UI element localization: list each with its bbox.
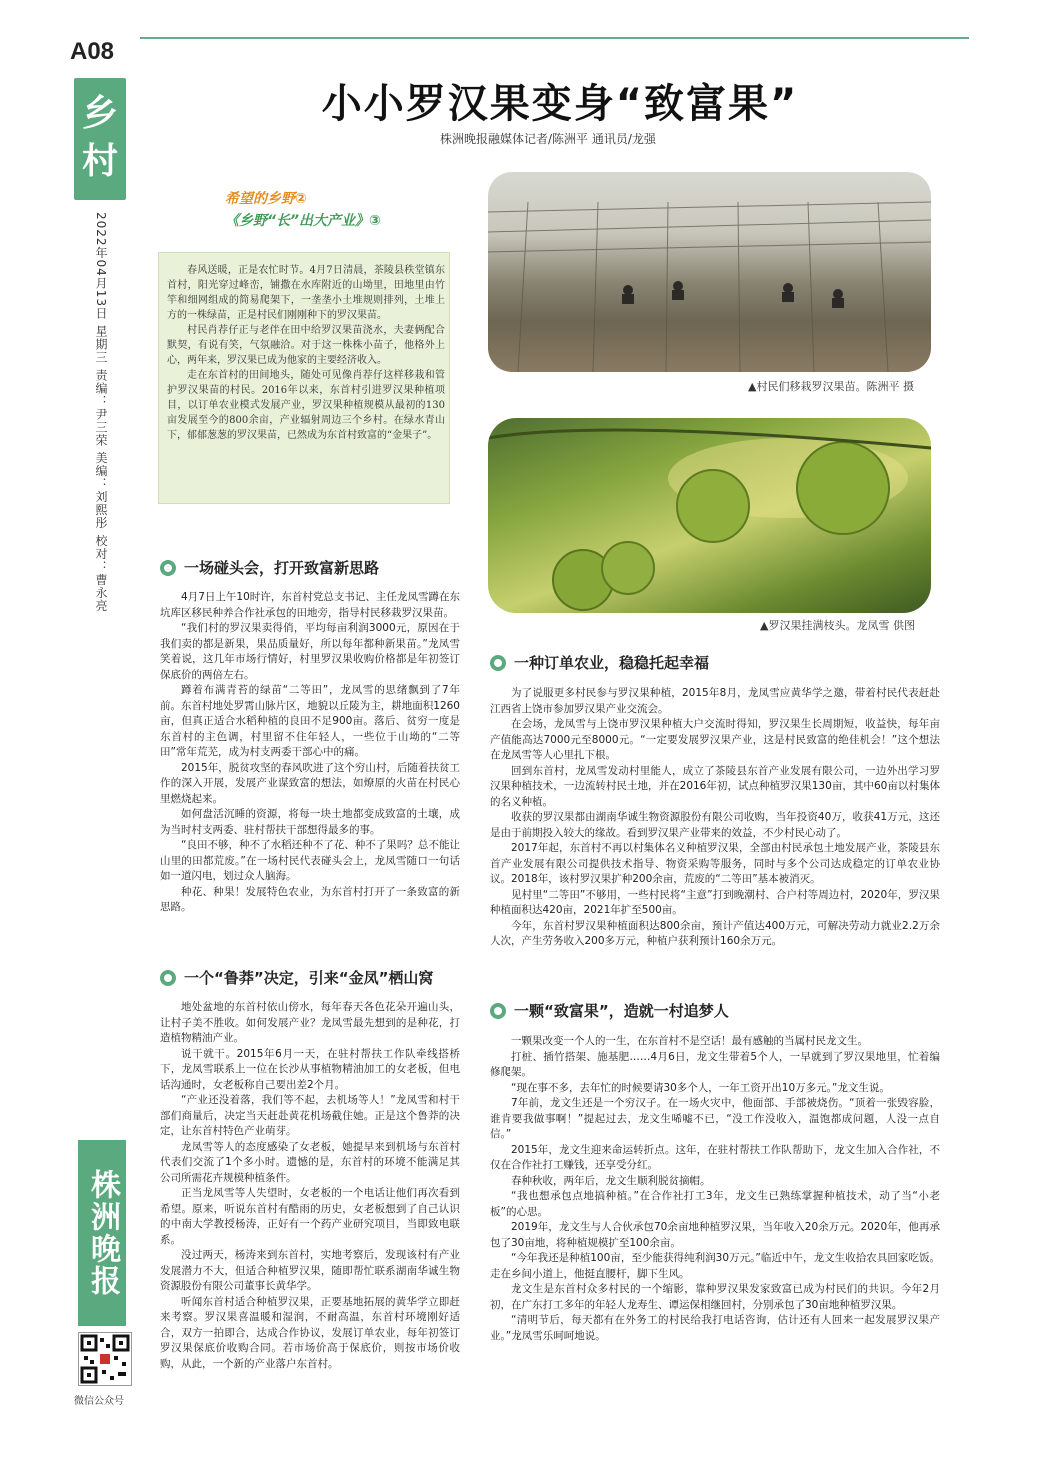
body-paragraph: 春种秋收，两年后，龙文生顺利脱贫摘帽。	[511, 1174, 711, 1187]
lead-paragraph: 村民肖荐仔正与老伴在田中给罗汉果苗浇水，夫妻俩配合默契，有说有笑，气氛融洽。对于这一株株小苗子，他格外上心，两年来，罗汉果已成为他家的主要经济收入。	[167, 325, 445, 366]
bullet-ring-icon	[160, 970, 176, 986]
section-heading-1-text: 一场碰头会，打开致富新思路	[184, 559, 380, 577]
section2-body	[160, 1000, 460, 1372]
body-paragraph: 2015年，龙文生迎来命运转折点。这年，在驻村帮扶工作队帮助下，龙文生加入合作社，不仅在合作社打工赚钱，还享受分红。	[490, 1143, 940, 1171]
series-subtitle: 《乡野“长”出大产业》③	[225, 213, 381, 229]
series-title: 希望的乡野②	[225, 191, 307, 207]
section-heading-4-text: 一颗“致富果”，造就一村追梦人	[514, 1002, 729, 1020]
article-headline: 小小罗汉果变身“致富果”	[321, 81, 799, 127]
body-paragraph: “今年我还是种植100亩，至少能获得纯利润30万元。”临近中午，龙文生收拾农具回家吃饭。走在乡间小道上，他挺直腰杆，脚下生风。	[490, 1252, 940, 1280]
bullet-ring-icon	[490, 1003, 506, 1019]
photo1-caption: ▲村民们移栽罗汉果苗。陈洲平 摄	[748, 380, 914, 393]
section-heading-4	[490, 1000, 729, 1021]
qr-caption: 微信公众号	[74, 1396, 124, 1407]
section4-body	[490, 1034, 940, 1344]
body-paragraph: 地处盆地的东首村依山傍水，每年春天各色花朵开遍山头，让村子美不胜收。如何发展产业？龙凤雪最先想到的是种花，打造植物精油产业。	[160, 1001, 460, 1044]
section-heading-2	[160, 967, 433, 988]
bullet-ring-icon	[160, 560, 176, 576]
section-tab-char-1: 乡	[81, 93, 118, 134]
body-paragraph: 7年前，龙文生还是一个穷汉子。在一场火灾中，他面部、手部被烧伤。“顶着一张毁容脸，谁肯要我做事啊！”提起过去，龙文生唏嘘不已，“没工作没收入，温饱都成问题，人没一点自信。”	[490, 1097, 940, 1140]
body-paragraph: “我也想承包点地搞种植。”在合作社打工3年，龙文生已熟练掌握种植技术，动了当“小老板”的心思。	[490, 1190, 940, 1218]
body-paragraph: 回到东首村，龙凤雪发动村里能人，成立了茶陵县东首产业发展有限公司，一边外出学习罗汉果种植技术，一边流转村民土地，并在2016年初，试点种植罗汉果130亩，其中60亩以村集体的名义种植。	[490, 764, 940, 808]
series-banner	[225, 188, 405, 228]
body-paragraph: 见村里“二等田”不够用，一些村民将“主意”打到晚潮村、合户村等周边村，2020年，罗汉果种植面积达420亩，2021年扩至500亩。	[490, 888, 940, 916]
page-number: A08	[70, 38, 115, 65]
newspaper-brand-logo: 株洲晚报	[78, 1140, 126, 1326]
body-paragraph: 为了说服更多村民参与罗汉果种植，2015年8月，龙凤雪应黄华学之邀，带着村民代表赶赴江西省上饶市参加罗汉果产业交流会。	[490, 687, 940, 715]
body-paragraph: 在会场，龙凤雪与上饶市罗汉果种植大户交流时得知，罗汉果生长周期短，收益快，每年亩产值能高达7000元至8000元。“一定要发展罗汉果产业，这是村民致富的绝佳机会！”这个想法在龙凤雪等人心里扎下根。	[490, 718, 940, 761]
section-heading-2-text: 一个“鲁莽”决定，引来“金凤”栖山窝	[184, 969, 434, 987]
qr-code[interactable]	[78, 1332, 132, 1386]
bullet-ring-icon	[490, 655, 506, 671]
body-paragraph: “现在事不多，去年忙的时候要请30多个人，一年工资开出10万多元。”龙文生说。	[511, 1081, 890, 1094]
body-paragraph: 蹲着布满青苔的绿苗“二等田”，龙凤雪的思绪飘到了7年前。东首村地处罗霄山脉片区，地貌以丘陵为主，耕地面积1260亩，但真正适合水稻种植的良田不足900亩。落后、贫穷一度是东首村的主色调，村里留不住年轻人，一些位于山坳的“二等田”常年荒芜，成为村支两委干部心中的痛。	[160, 684, 460, 758]
body-paragraph: 如何盘活沉睡的资源，将每一块土地都变成致富的土壤，成为当时村支两委、驻村帮扶干部想得最多的事。	[160, 808, 460, 836]
photo-farmers-planting	[488, 172, 931, 372]
body-paragraph: 4月7日上午10时许，东首村党总支书记、主任龙凤雪蹲在东坑库区移民种养合作社承包的田地旁，指导村民移栽罗汉果苗。	[160, 591, 460, 619]
photo-luohan-fruit	[488, 418, 931, 613]
body-paragraph: “我们村的罗汉果卖得俏，平均每亩利润3000元，原因在于我们卖的都是新果，果品质量好，所以每年都种新果苗。”龙凤雪笑着说，这几年市场行情好，村里罗汉果收购价格都是年初签订保底价的两倍左右。	[160, 622, 460, 681]
body-paragraph: “清明节后，每天都有在外务工的村民给我打电话咨询，估计还有人回来一起发展罗汉果产业。”龙凤雪乐呵呵地说。	[490, 1314, 940, 1342]
body-paragraph: 2015年，脱贫攻坚的春风吹进了这个穷山村，后随着扶贫工作的深入开展，发展产业谋致富的想法，如燎原的火苗在村民心里燃烧起来。	[160, 761, 460, 805]
body-paragraph: 种花、种果！发展特色农业，为东首村打开了一条致富的新思路。	[160, 885, 460, 913]
body-paragraph: 龙文生是东首村众多村民的一个缩影，靠种罗汉果发家致富已成为村民们的共识。今年2月初，在广东打工多年的年轻人龙寿生、谭运保相继回村，分别承包了30亩地种植罗汉果。	[490, 1283, 940, 1311]
body-paragraph: 一颗果改变一个人的一生，在东首村不是空话！最有感触的当属村民龙文生。	[511, 1035, 868, 1047]
photo2-caption: ▲罗汉果挂满枝头。龙凤雪 供图	[760, 619, 915, 632]
header-rule	[140, 37, 969, 39]
fruit-illustration	[488, 418, 931, 613]
lead-box	[158, 252, 450, 504]
lead-paragraph: 走在东首村的田间地头，随处可见像肖荐仔这样移栽和管护罗汉果苗的村民。2016年以来，东首村引进罗汉果种植项目，以订单农业模式发展产业，罗汉果种植规模从最初的130亩发展至今的800余亩，产业辐射周边三个乡村。在绿水青山下，郁郁葱葱的罗汉果苗，已然成为东首村致富的“金果子”。	[167, 370, 445, 441]
body-paragraph: “产业还没着落，我们等不起，去机场等人！”龙凤雪和村干部们商量后，决定当天赶赴黄花机场截住她。正是这个鲁莽的决定，让东首村特色产业萌芽。	[160, 1094, 460, 1137]
body-paragraph: 龙凤雪等人的态度感染了女老板，她提早来到机场与东首村代表们交流了1个多小时。遗憾的是，东首村的环境不能满足其公司所需花卉规模种植条件。	[160, 1140, 460, 1184]
section-heading-3-text: 一种订单农业，稳稳托起幸福	[514, 654, 710, 672]
issue-date-credits: 2022年04月13日 星期三 责编：尹三荣 美编：刘熙彤 校对：曹永亮	[94, 212, 108, 613]
body-paragraph: 听闻东首村适合种植罗汉果，正要基地拓展的黄华学立即赶来考察。罗汉果喜温暖和湿润，不耐高温，东首村环境刚好适合，双方一拍即合，达成合作协议，发展订单农业，每年初签订罗汉果保底价收购合同。若市场价高于保底价，则按市场价收购，从此，一个新的产业落户东首村。	[160, 1295, 460, 1370]
qr-code-icon	[79, 1333, 131, 1385]
body-paragraph: “良田不够，种不了水稻还种不了花、种不了果吗？总不能让山里的田都荒废。”在一场村民代表碰头会上，龙凤雪随口一句话如一道闪电，划过众人脑海。	[160, 839, 460, 882]
body-paragraph: 2017年起，东首村不再以村集体名义种植罗汉果，全部由村民承包土地发展产业，茶陵县东首产业发展有限公司提供技术指导、物资采购等服务，同时与多个公司达成稳定的订单农业协议。2018年，该村罗汉果扩种200余亩，荒废的“二等田”基本被消灭。	[490, 842, 940, 885]
section-heading-3	[490, 652, 709, 673]
trellis-field-illustration	[488, 172, 931, 372]
section-tab	[74, 78, 126, 200]
section1-body	[160, 590, 460, 916]
body-paragraph: 今年，东首村罗汉果种植面积达800余亩，预计产值达400万元，可解决劳动力就业2.2万余人次，产生劳务收入200多万元，种植户获利预计160余万元。	[490, 919, 940, 947]
body-paragraph: 没过两天，杨涛来到东首村，实地考察后，发现该村有产业发展潜力不大，但适合种植罗汉果，随即帮忙联系湖南华诚生物资源股份有限公司董事长黄华学。	[160, 1249, 460, 1292]
body-paragraph: 收获的罗汉果都由湖南华诚生物资源股份有限公司收购，当年投资40万，收获41万元，这还是由于前期投入较大的缘故。看到罗汉果产业带来的效益，不少村民心动了。	[490, 811, 940, 839]
article-byline: 株洲晚报融媒体记者/陈洲平 通讯员/龙强	[440, 132, 656, 146]
section-heading-1	[160, 557, 379, 578]
section-tab-char-2: 村	[81, 141, 118, 182]
body-paragraph: 正当龙凤雪等人失望时，女老板的一个电话让他们再次看到希望。原来，听说东首村有酷雨的历史，女老板想到了自己认识的中南大学教授杨涛，正好有一个药产业研究项目，当即致电联系。	[160, 1187, 460, 1246]
body-paragraph: 打桩、插竹搭架、施基肥……4月6日，龙文生带着5个人，一早就到了罗汉果地里，忙着编修爬架。	[490, 1050, 940, 1078]
body-paragraph: 说干就干。2015年6月一天，在驻村帮扶工作队牵线搭桥下，龙凤雪联系上一位在长沙从事植物精油加工的女老板，但电话沟通时，女老板称自己要出差2个月。	[160, 1047, 460, 1091]
section3-body	[490, 686, 940, 950]
body-paragraph: 2019年，龙文生与人合伙承包70余亩地种植罗汉果，当年收入20余万元。2020年，他再承包了30亩地，将种植规模扩至100余亩。	[490, 1221, 940, 1249]
lead-paragraph: 春风送暖，正是农忙时节。4月7日清晨，茶陵县秩堂镇东首村，阳光穿过峰峦，铺撒在水库附近的山坳里，田地里由竹竿和细网组成的简易爬架下，一垄垄小土堆规则排列，土堆上方的一株绿苗，正是村民们刚刚种下的罗汉果苗。	[167, 265, 445, 321]
